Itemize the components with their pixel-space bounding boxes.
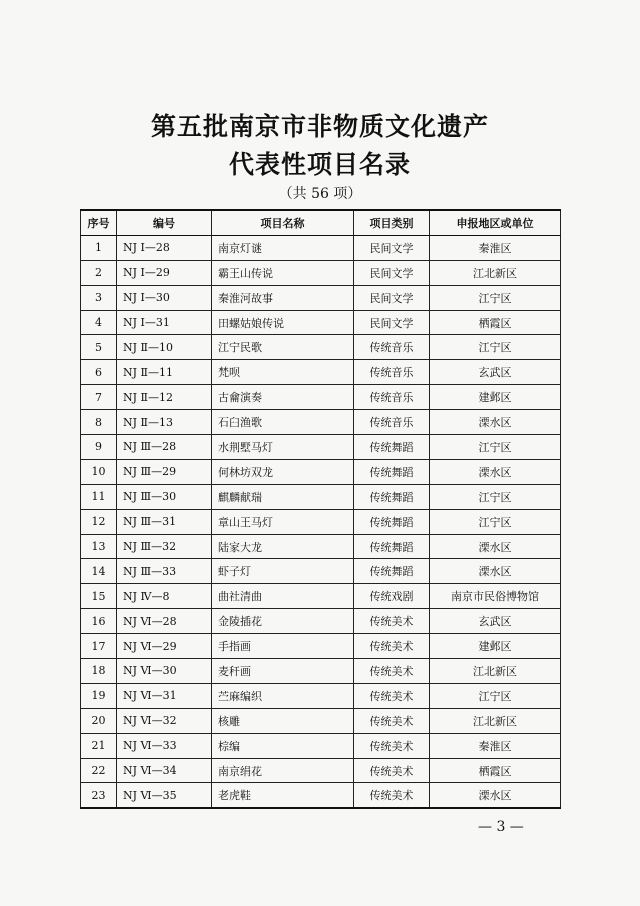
code-cell: NJ Ⅵ—30 xyxy=(117,659,212,684)
seq-cell: 20 xyxy=(81,708,117,733)
table-row xyxy=(81,708,561,733)
category-cell: 民间文学 xyxy=(354,260,430,285)
table-row xyxy=(81,484,561,509)
code-cell: NJ Ⅵ—35 xyxy=(117,783,212,808)
category-cell: 传统戏剧 xyxy=(354,584,430,609)
code-cell: NJ Ⅵ—29 xyxy=(117,634,212,659)
item-name-cell: 田螺姑娘传说 xyxy=(212,310,354,335)
code-cell: NJ Ⅲ—30 xyxy=(117,484,212,509)
table-row xyxy=(81,783,561,808)
category-cell: 传统舞蹈 xyxy=(354,509,430,534)
category-cell: 传统舞蹈 xyxy=(354,435,430,460)
code-cell: NJ Ⅲ—29 xyxy=(117,459,212,484)
item-name-cell: 虾子灯 xyxy=(212,559,354,584)
category-cell: 传统美术 xyxy=(354,733,430,758)
code-cell: NJ Ⅱ—10 xyxy=(117,335,212,360)
code-cell: NJ Ⅱ—12 xyxy=(117,385,212,410)
item-name-cell: 秦淮河故事 xyxy=(212,285,354,310)
table-row xyxy=(81,310,561,335)
seq-cell: 1 xyxy=(81,235,117,260)
heritage-items-table xyxy=(80,209,561,809)
table-row xyxy=(81,609,561,634)
code-cell: NJ Ⅰ—28 xyxy=(117,235,212,260)
region-cell: 玄武区 xyxy=(430,609,561,634)
region-cell: 建邺区 xyxy=(430,634,561,659)
seq-cell: 10 xyxy=(81,459,117,484)
category-cell: 传统舞蹈 xyxy=(354,459,430,484)
region-cell: 秦淮区 xyxy=(430,733,561,758)
category-cell: 传统美术 xyxy=(354,609,430,634)
code-cell: NJ Ⅲ—32 xyxy=(117,534,212,559)
region-cell: 溧水区 xyxy=(430,559,561,584)
seq-cell: 2 xyxy=(81,260,117,285)
code-cell: NJ Ⅰ—30 xyxy=(117,285,212,310)
seq-cell: 11 xyxy=(81,484,117,509)
seq-cell: 17 xyxy=(81,634,117,659)
code-cell: NJ Ⅵ—34 xyxy=(117,758,212,783)
table-row xyxy=(81,634,561,659)
region-cell: 江北新区 xyxy=(430,659,561,684)
code-cell: NJ Ⅲ—31 xyxy=(117,509,212,534)
table-row xyxy=(81,260,561,285)
table-row xyxy=(81,335,561,360)
item-name-cell: 水荆墅马灯 xyxy=(212,435,354,460)
category-cell: 传统音乐 xyxy=(354,360,430,385)
item-name-cell: 古龠演奏 xyxy=(212,385,354,410)
seq-cell: 4 xyxy=(81,310,117,335)
seq-cell: 18 xyxy=(81,659,117,684)
item-name-cell: 麒麟献瑞 xyxy=(212,484,354,509)
region-cell: 溧水区 xyxy=(430,410,561,435)
item-name-cell: 曲社清曲 xyxy=(212,584,354,609)
code-cell: NJ Ⅳ—8 xyxy=(117,584,212,609)
seq-cell: 3 xyxy=(81,285,117,310)
header-code: 编号 xyxy=(117,210,212,235)
region-cell: 溧水区 xyxy=(430,534,561,559)
item-name-cell: 何林坊双龙 xyxy=(212,459,354,484)
region-cell: 溧水区 xyxy=(430,459,561,484)
table-row xyxy=(81,435,561,460)
code-cell: NJ Ⅵ—31 xyxy=(117,683,212,708)
item-name-cell: 石臼渔歌 xyxy=(212,410,354,435)
header-region: 申报地区或单位 xyxy=(430,210,561,235)
code-cell: NJ Ⅲ—33 xyxy=(117,559,212,584)
category-cell: 传统舞蹈 xyxy=(354,484,430,509)
table-row xyxy=(81,235,561,260)
code-cell: NJ Ⅵ—28 xyxy=(117,609,212,634)
code-cell: NJ Ⅵ—33 xyxy=(117,733,212,758)
item-name-cell: 金陵插花 xyxy=(212,609,354,634)
region-cell: 江宁区 xyxy=(430,285,561,310)
table-row xyxy=(81,360,561,385)
item-count-note: （共 56 项） xyxy=(278,186,362,202)
table-row xyxy=(81,733,561,758)
seq-cell: 23 xyxy=(81,783,117,808)
category-cell: 传统美术 xyxy=(354,659,430,684)
header-category: 项目类别 xyxy=(354,210,430,235)
seq-cell: 9 xyxy=(81,435,117,460)
region-cell: 玄武区 xyxy=(430,360,561,385)
header-seq: 序号 xyxy=(81,210,117,235)
item-name-cell: 江宁民歌 xyxy=(212,335,354,360)
item-name-cell: 霸王山传说 xyxy=(212,260,354,285)
region-cell: 栖霞区 xyxy=(430,310,561,335)
code-cell: NJ Ⅱ—13 xyxy=(117,410,212,435)
item-name-cell: 手指画 xyxy=(212,634,354,659)
category-cell: 民间文学 xyxy=(354,235,430,260)
code-cell: NJ Ⅰ—31 xyxy=(117,310,212,335)
region-cell: 江北新区 xyxy=(430,260,561,285)
item-name-cell: 核雕 xyxy=(212,708,354,733)
item-name-cell: 老虎鞋 xyxy=(212,783,354,808)
table-row xyxy=(81,410,561,435)
category-cell: 传统舞蹈 xyxy=(354,534,430,559)
seq-cell: 15 xyxy=(81,584,117,609)
seq-cell: 16 xyxy=(81,609,117,634)
table-row xyxy=(81,683,561,708)
document-title-line-2: 代表性项目名录 xyxy=(228,150,411,179)
category-cell: 传统音乐 xyxy=(354,335,430,360)
region-cell: 溧水区 xyxy=(430,783,561,808)
region-cell: 秦淮区 xyxy=(430,235,561,260)
seq-cell: 19 xyxy=(81,683,117,708)
table-row xyxy=(81,559,561,584)
category-cell: 传统美术 xyxy=(354,634,430,659)
seq-cell: 7 xyxy=(81,385,117,410)
seq-cell: 22 xyxy=(81,758,117,783)
seq-cell: 13 xyxy=(81,534,117,559)
item-name-cell: 章山王马灯 xyxy=(212,509,354,534)
region-cell: 江宁区 xyxy=(430,484,561,509)
seq-cell: 12 xyxy=(81,509,117,534)
region-cell: 江宁区 xyxy=(430,683,561,708)
table-body xyxy=(81,235,561,808)
code-cell: NJ Ⅵ—32 xyxy=(117,708,212,733)
seq-cell: 5 xyxy=(81,335,117,360)
region-cell: 南京市民俗博物馆 xyxy=(430,584,561,609)
region-cell: 江北新区 xyxy=(430,708,561,733)
item-name-cell: 棕编 xyxy=(212,733,354,758)
region-cell: 栖霞区 xyxy=(430,758,561,783)
region-cell: 江宁区 xyxy=(430,509,561,534)
code-cell: NJ Ⅲ—28 xyxy=(117,435,212,460)
category-cell: 传统美术 xyxy=(354,708,430,733)
category-cell: 传统舞蹈 xyxy=(354,559,430,584)
document-title-line-1: 第五批南京市非物质文化遗产 xyxy=(150,112,489,141)
item-name-cell: 苎麻编织 xyxy=(212,683,354,708)
region-cell: 建邺区 xyxy=(430,385,561,410)
header-item-name: 项目名称 xyxy=(212,210,354,235)
table-row xyxy=(81,758,561,783)
table-row xyxy=(81,534,561,559)
page-number: — 3 — xyxy=(478,819,524,835)
region-cell: 江宁区 xyxy=(430,435,561,460)
category-cell: 民间文学 xyxy=(354,310,430,335)
category-cell: 传统美术 xyxy=(354,683,430,708)
table-header-row xyxy=(81,210,561,235)
item-name-cell: 梵呗 xyxy=(212,360,354,385)
category-cell: 传统美术 xyxy=(354,783,430,808)
table-row xyxy=(81,659,561,684)
seq-cell: 21 xyxy=(81,733,117,758)
item-name-cell: 南京绢花 xyxy=(212,758,354,783)
table-row xyxy=(81,584,561,609)
region-cell: 江宁区 xyxy=(430,335,561,360)
seq-cell: 8 xyxy=(81,410,117,435)
category-cell: 传统音乐 xyxy=(354,410,430,435)
category-cell: 传统美术 xyxy=(354,758,430,783)
table-row xyxy=(81,285,561,310)
table-row xyxy=(81,459,561,484)
seq-cell: 14 xyxy=(81,559,117,584)
category-cell: 民间文学 xyxy=(354,285,430,310)
category-cell: 传统音乐 xyxy=(354,385,430,410)
code-cell: NJ Ⅱ—11 xyxy=(117,360,212,385)
item-name-cell: 陆家大龙 xyxy=(212,534,354,559)
table-row xyxy=(81,385,561,410)
item-name-cell: 麦秆画 xyxy=(212,659,354,684)
code-cell: NJ Ⅰ—29 xyxy=(117,260,212,285)
seq-cell: 6 xyxy=(81,360,117,385)
item-name-cell: 南京灯谜 xyxy=(212,235,354,260)
table-row xyxy=(81,509,561,534)
